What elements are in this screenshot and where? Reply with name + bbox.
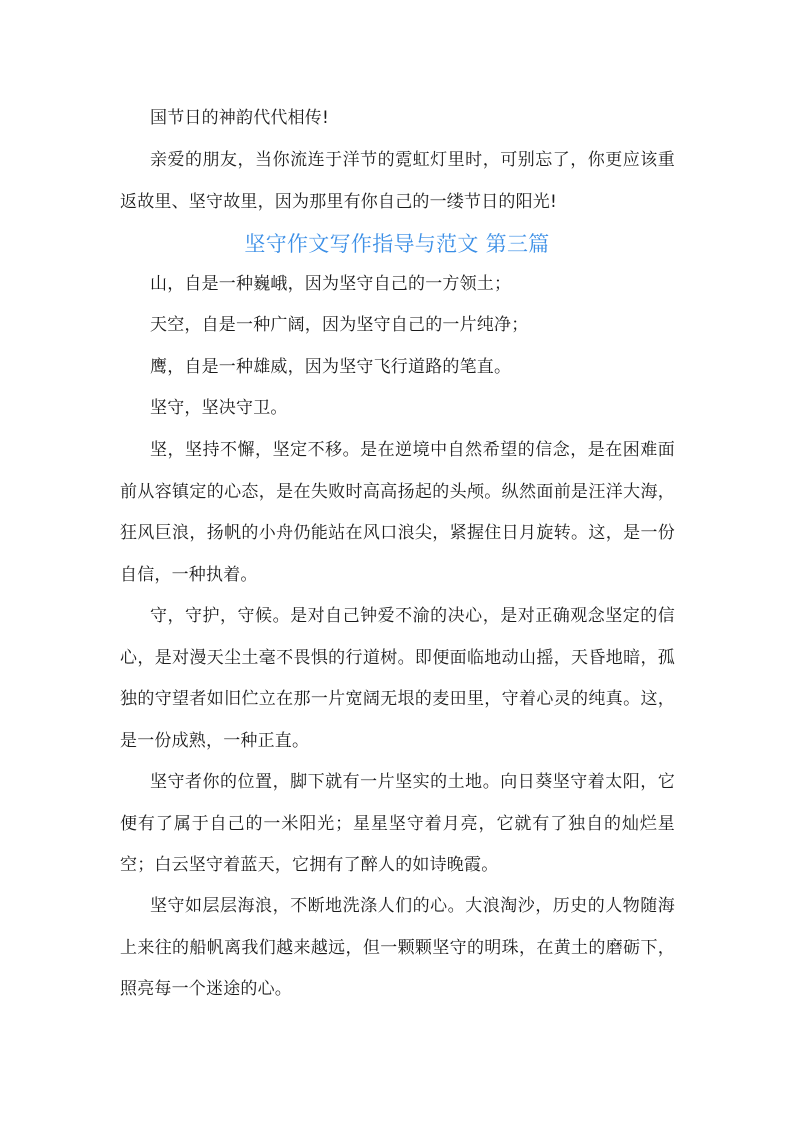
paragraph: 坚守者你的位置，脚下就有一片坚实的土地。向日葵坚守着太阳，它便有了属于自己的一米阳光；星星坚守着月亮，它就有了独自的灿烂星空；白云坚守着蓝天，它拥有了醉人的如诗晚霞。 (120, 772, 675, 875)
paragraph: 鹰，自是一种雄威，因为坚守飞行道路的笔直。 (150, 357, 512, 377)
paragraph: 坚，坚持不懈，坚定不移。是在逆境中自然希望的信念，是在困难面前从容镇定的心态，是在失败时高高扬起的头颅。纵然面前是汪洋大海，狂风巨浪，扬帆的小舟仍能站在风口浪尖，紧握住日月旋转。这，是一份自信，一种执着。 (120, 440, 675, 585)
section-title: 坚守作文写作指导与范文 第三篇 (244, 232, 550, 256)
paragraph: 天空，自是一种广阔，因为坚守自己的一片纯净； (150, 315, 529, 335)
paragraph: 守，守护，守候。是对自己钟爱不渝的决心，是对正确观念坚定的信心，是对漫天尘土毫不畏惧的行道树。即便面临地动山摇，天昏地暗，孤独的守望者如旧伫立在那一片宽阔无垠的麦田里，守着心灵的纯真。这，是一份成熟，一种正直。 (120, 606, 675, 751)
paragraph: 亲爱的朋友，当你流连于洋节的霓虹灯里时，可别忘了，你更应该重返故里、坚守故里，因为那里有你自己的一缕节日的阳光! (120, 150, 675, 212)
paragraph: 坚守，坚决守卫。 (150, 398, 288, 418)
paragraph: 坚守如层层海浪，不断地洗涤人们的心。大浪淘沙，历史的人物随海上来往的船帆离我们越来越远，但一颗颗坚守的明珠，在黄土的磨砺下，照亮每一个迷途的心。 (120, 896, 675, 999)
paragraph: 国节日的神韵代代相传! (150, 108, 330, 128)
paragraph: 山，自是一种巍峨，因为坚守自己的一方领土； (150, 274, 512, 294)
